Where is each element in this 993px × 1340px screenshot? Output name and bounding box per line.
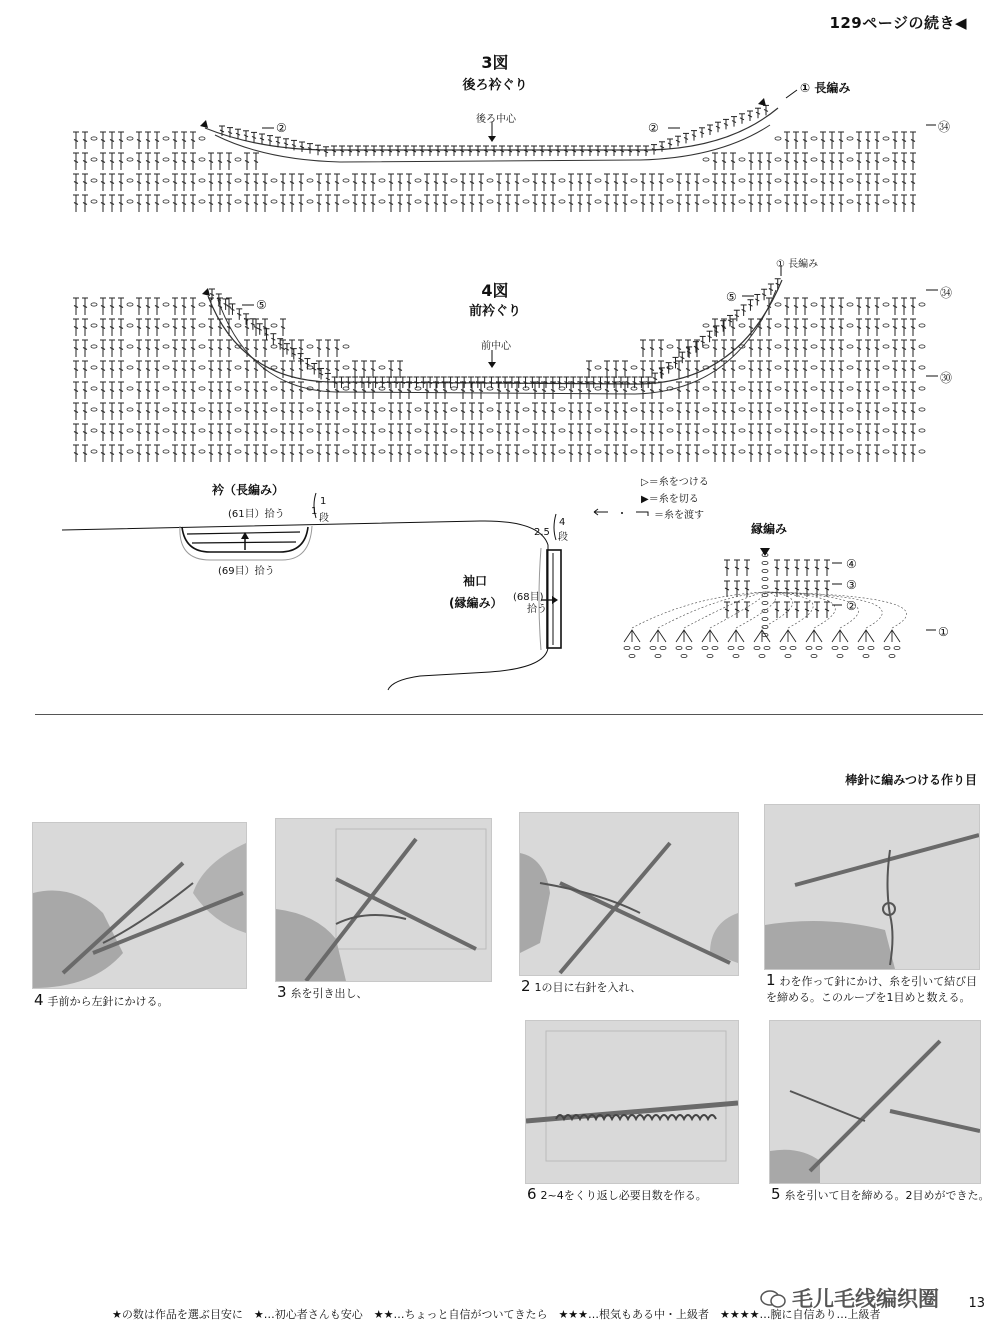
collar-rows-top: 1 (320, 496, 327, 507)
figure4-subtitle: 前衿ぐり (468, 304, 521, 319)
watermark-text: 毛儿毛线编织圈 (792, 1287, 939, 1311)
figure4-center-label: 前中心 (481, 341, 511, 352)
collar-title: 衿（長編み） (212, 483, 285, 497)
legend-attach: ▷＝糸をつける (641, 477, 709, 488)
photo-step-1 (764, 804, 980, 970)
figure4-row-mark-right: ⑤ (726, 290, 737, 304)
legend-cut: ▶＝糸を切る (641, 494, 699, 505)
cuff-subtitle: (縁編み） (449, 596, 503, 610)
step-4-text: 手前から左針にかける。 (47, 995, 169, 1008)
cuff-rows-top: 4 (559, 517, 566, 528)
caption-step-5 (771, 1186, 991, 1204)
edging-title: 縁編み (751, 522, 788, 536)
edging-row-1: ① (938, 625, 949, 639)
step-6-text: 2~4をくり返し必要目数を作る。 (540, 1189, 707, 1202)
cuff-pickup-2: 拾う (527, 604, 547, 615)
figure3-center-label: 後ろ中心 (476, 114, 516, 125)
photo-step-3 (275, 818, 492, 982)
step-1-text: わを作って針にかけ、糸を引いて結び目を締める。このループを1目めと数える。 (766, 975, 978, 1004)
step-5-text: 糸を引いて目を締める。2目めができた。 (784, 1189, 990, 1202)
step-2-number: 2 (521, 977, 531, 995)
collar-rows-bottom: 段 (319, 513, 329, 524)
step-1-number: 1 (766, 971, 776, 989)
edging-row-3: ③ (846, 578, 857, 592)
cuff-width: 2.5 (534, 527, 550, 538)
figure4-title: 4図 (481, 281, 509, 300)
caption-step-2 (521, 978, 741, 996)
figure3-subtitle: 後ろ衿ぐり (462, 78, 528, 93)
figure4-row-mark-left: ⑤ (256, 298, 267, 312)
figure3-title: 3図 (481, 53, 509, 72)
edging-row-2: ② (846, 599, 857, 613)
continue-label: 129ページの続き◀ (829, 14, 967, 32)
photo-step-2 (519, 812, 739, 976)
edging-row-4: ④ (846, 557, 857, 571)
footer-note: ★の数は作品を選ぶ目安に ★…初心者さんも安心 ★★…ちょっと自信がついてきたら ★★★…根気もある中・上級者 ★★★★…腕に自信あり…上級者 (112, 1308, 881, 1321)
collar-pickup-top: (61目）拾う (228, 509, 285, 520)
photo-step-6 (525, 1020, 739, 1184)
legend-carry: ＝糸を渡す (654, 510, 704, 521)
collar-width: 1 (311, 506, 318, 517)
step-6-number: 6 (527, 1185, 537, 1203)
figure4-start-label: ① 長編み (776, 259, 819, 270)
photo-step-5 (769, 1020, 981, 1184)
collar-pickup-bottom: (69目）拾う (218, 566, 275, 577)
figure3-start-label: ① 長編み (800, 81, 851, 95)
step-2-text: 1の目に右針を入れ、 (534, 981, 642, 994)
cuff-pickup: (68目) (513, 592, 544, 603)
section-divider (35, 714, 983, 715)
figure4-row-end-mid: ㉚ (940, 371, 953, 385)
figure3-row-mark-right: ② (648, 121, 659, 135)
caption-step-1 (766, 972, 986, 1006)
page-number: 13 (968, 1296, 985, 1311)
step-3-text: 糸を引き出し、 (290, 987, 368, 1000)
step-3-number: 3 (277, 983, 287, 1001)
step-5-number: 5 (771, 1185, 781, 1203)
cuff-title: 袖口 (463, 574, 488, 588)
caption-step-3 (277, 984, 497, 1002)
cuff-rows-bottom: 段 (558, 532, 568, 543)
photo-step-4 (32, 822, 247, 989)
caption-step-4 (34, 992, 254, 1010)
section-title: 棒針に編みつける作り目 (845, 773, 977, 787)
figure3-row-end: ㉞ (938, 120, 951, 134)
caption-step-6 (527, 1186, 747, 1204)
figure3-row-mark-left: ② (276, 121, 287, 135)
step-4-number: 4 (34, 991, 44, 1009)
figure4-row-end-top: ㉞ (940, 286, 953, 300)
